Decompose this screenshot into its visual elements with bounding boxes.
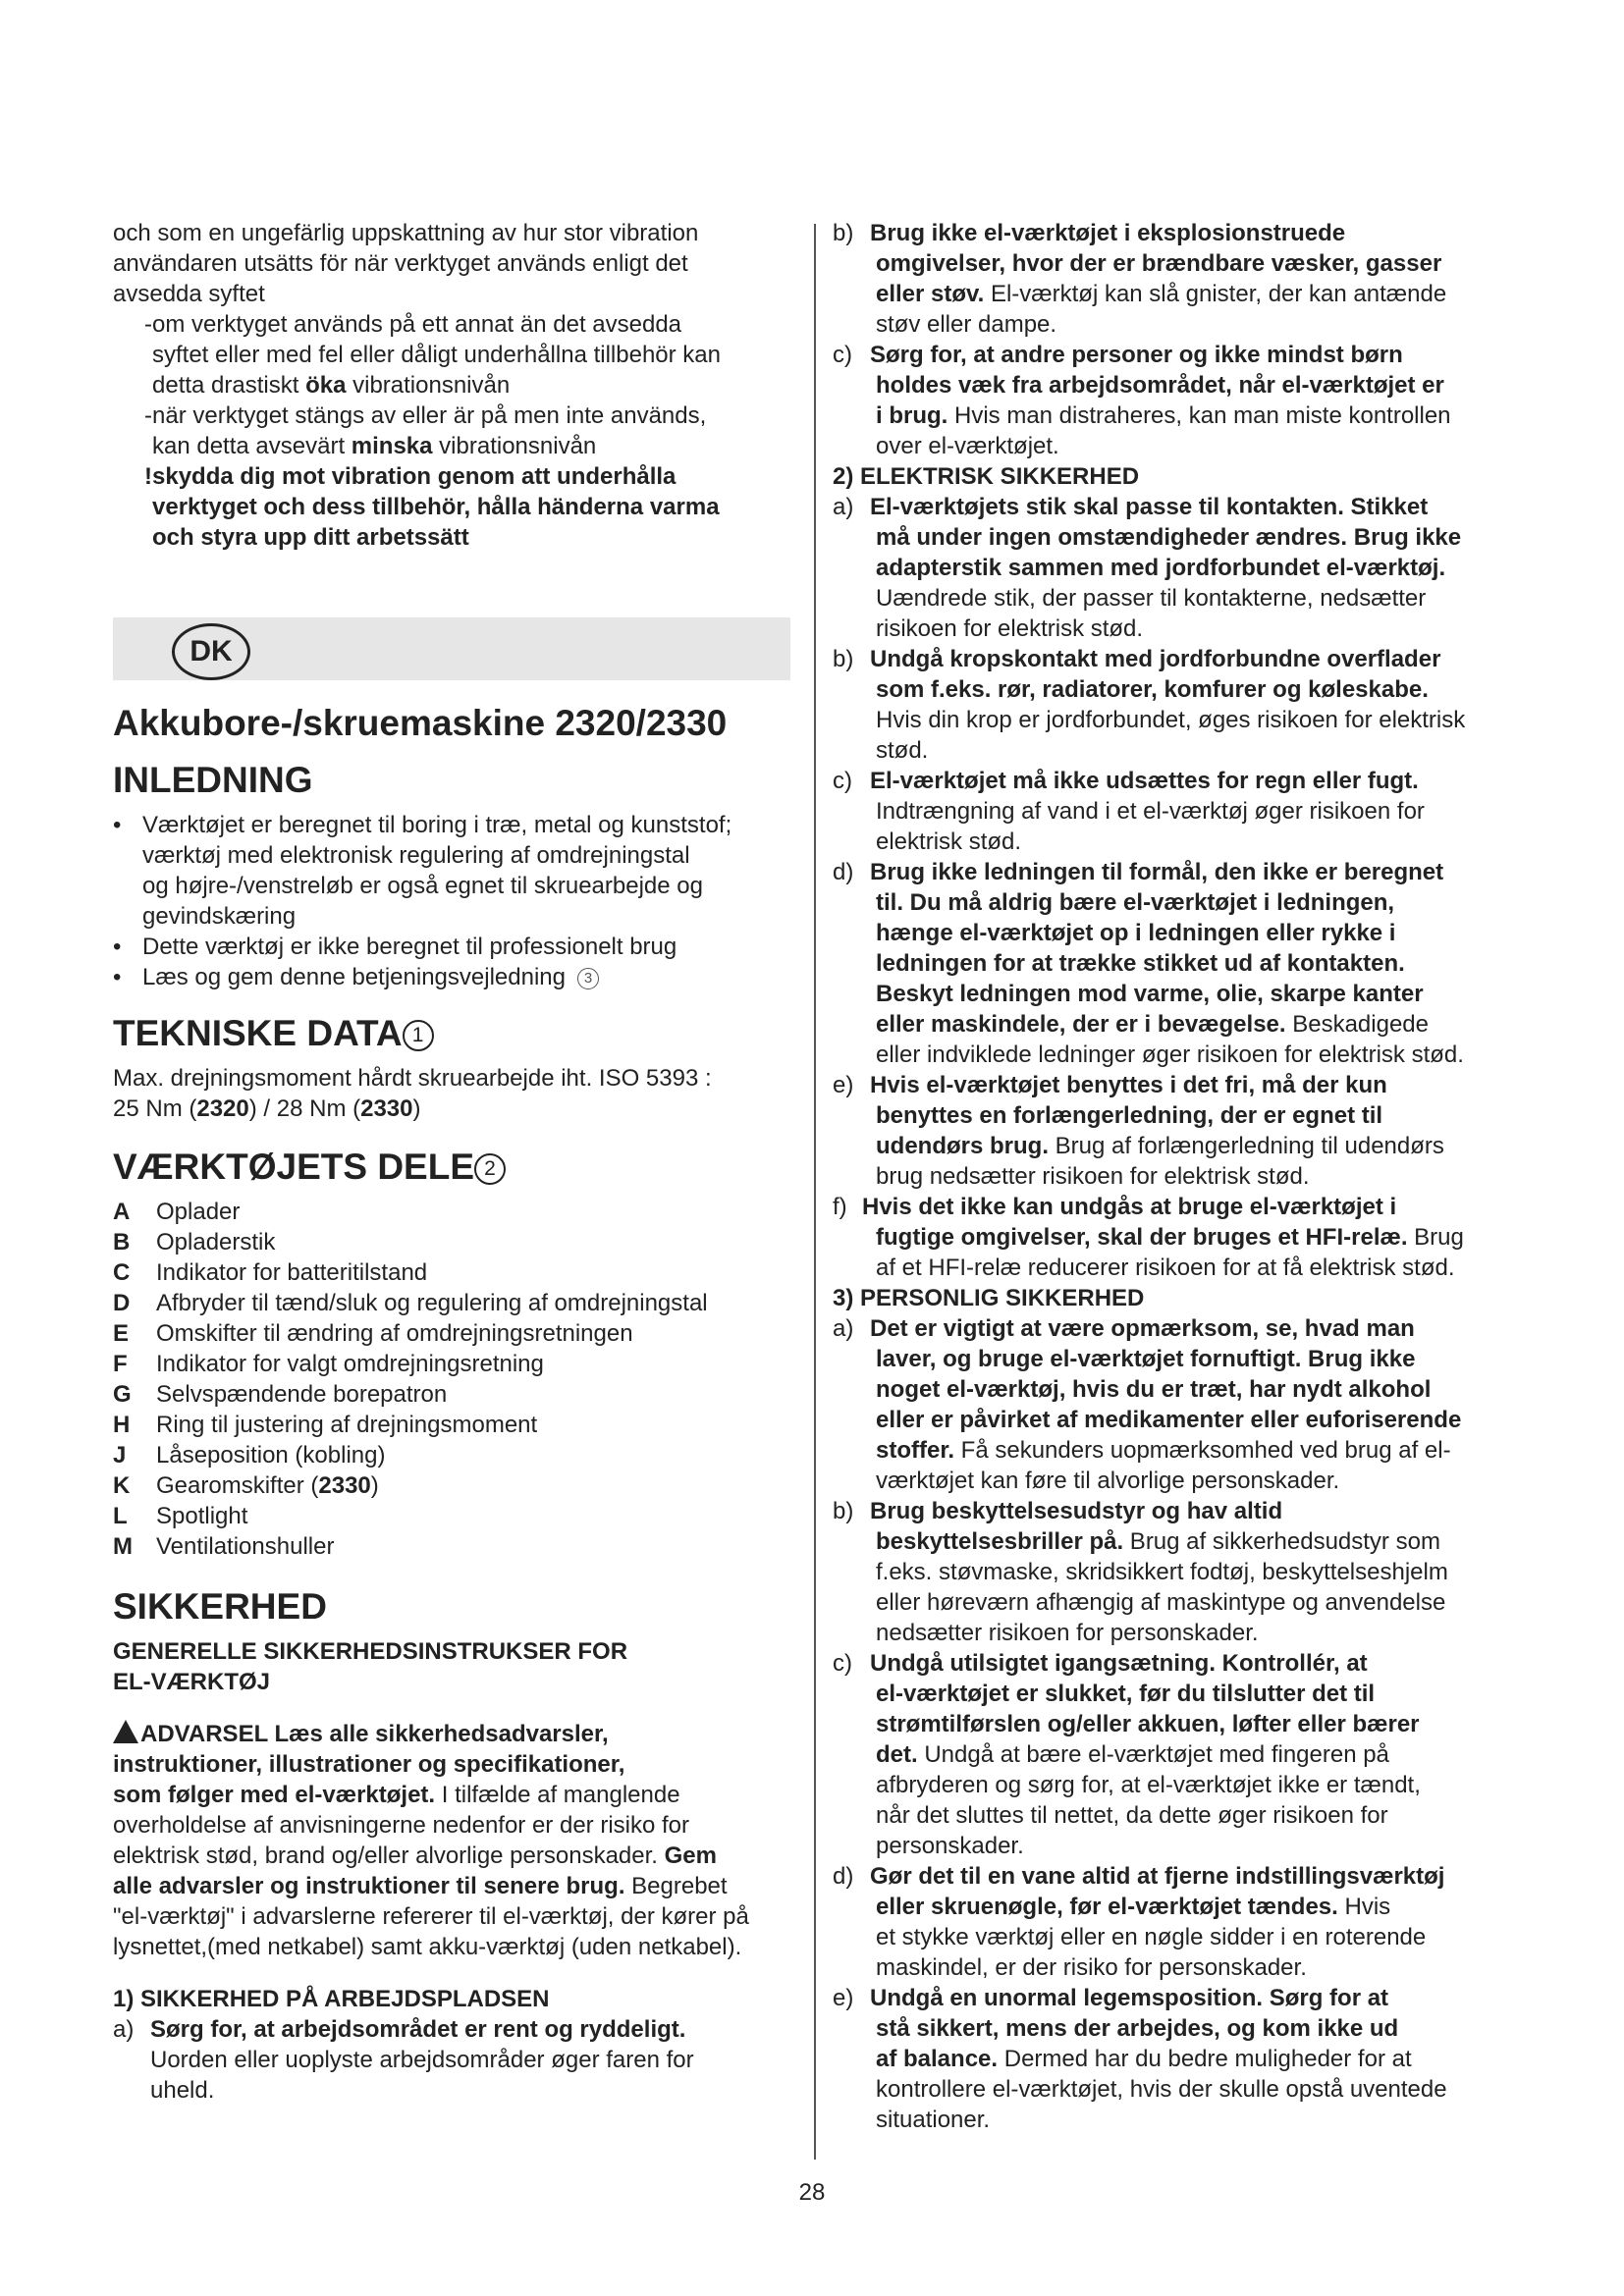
- subheading: 1) SIKKERHED PÅ ARBEJDSPLADSEN: [113, 1986, 550, 2012]
- text-line: "el-værktøj" i advarslerne refererer til el-værktøj, der kører på: [113, 1903, 749, 1930]
- page-number: 28: [798, 2179, 826, 2206]
- text-line: verktyget och dess tillbehör, hålla händerna varma: [152, 494, 720, 520]
- part-item: H Ring til justering af drejningsmoment: [113, 1412, 538, 1438]
- swedish-vibration-text: [113, 218, 790, 553]
- part-item: D Afbryder til tænd/sluk og regulering af omdrejningstal: [113, 1290, 708, 1316]
- text-line: syftet eller med fel eller dåligt underhållna tillbehör kan: [152, 342, 721, 368]
- list-item: b) Brug ikke el-værktøjet i eksplosionstruede omgivelser, hvor der er brændbare væsker, gasser eller støv. El-værktøj kan slå gnister, der kan antænde støv eller dampe.: [833, 220, 1447, 338]
- list-item: f) Hvis det ikke kan undgås at bruge el-værktøjet i fugtige omgivelser, skal der bruges et HFI-relæ. Brug af et HFI-relæ reducerer risikoen for at få elektrisk stød.: [833, 1194, 1464, 1281]
- subheading: 3) PERSONLIG SIKKERHED: [833, 1285, 1145, 1311]
- part-item: C Indikator for batteritilstand: [113, 1259, 428, 1286]
- column-divider: [814, 224, 816, 2160]
- part-item: B Opladerstik: [113, 1229, 276, 1255]
- text-line: -när verktyget stängs av eller är på men inte används,: [144, 402, 707, 429]
- part-item: L Spotlight: [113, 1503, 248, 1529]
- list-item: d) Brug ikke ledningen til formål, den ikke er beregnet til. Du må aldrig bære el-værktøjet i ledningen, hænge el-værktøjet op i ledningen eller rykke i ledningen for at trække stikket ud af kontakten. Beskyt ledningen mod varme, olie, skarpe kanter eller maskindele, der er i bevægelse. Beskadigede eller indviklede ledninger øger risikoen for elektrisk stød.: [833, 859, 1464, 1068]
- page-title: Akkubore-/skruemaskine 2320/2330: [113, 703, 728, 743]
- text-line: -om verktyget används på ett annat än det avsedda: [144, 311, 682, 338]
- list-item: b) Undgå kropskontakt med jordforbundne overflader som f.eks. rør, radiatorer, komfurer og køleskabe. Hvis din krop er jordforbundet, øges risikoen for elektrisk stød.: [833, 646, 1466, 764]
- part-item: K Gearomskifter (2330): [113, 1472, 379, 1499]
- language-banner: [113, 617, 790, 680]
- text-line: och som en ungefärlig uppskattning av hur stor vibration: [113, 220, 699, 246]
- heading-inledning: INLEDNING: [113, 760, 313, 800]
- list-item: • Dette værktøj er ikke beregnet til professionelt brug: [113, 932, 790, 962]
- text-line: avsedda syftet: [113, 281, 265, 307]
- text-line: !skydda dig mot vibration genom att underhålla: [144, 463, 677, 490]
- text-line: 25 Nm (2320) / 28 Nm (2330): [113, 1095, 421, 1122]
- part-item: A Oplader: [113, 1199, 241, 1225]
- text-line: som følger med el-værktøjet. I tilfælde af manglende: [113, 1782, 680, 1808]
- text-line: kan detta avsevärt minska vibrationsnivån: [152, 433, 597, 459]
- figure-ref-2: 2: [474, 1153, 506, 1185]
- text-line: overholdelse af anvisningerne nedenfor er der risiko for: [113, 1812, 690, 1839]
- heading-tekniske-data: TEKNISKE DATA 1: [113, 1012, 790, 1055]
- text-line: Max. drejningsmoment hårdt skruearbejde iht. ISO 5393 :: [113, 1065, 712, 1092]
- list-item: • Værktøjet er beregnet til boring i træ, metal og kunststof; værktøj med elektronisk regulering af omdrejningstal og højre-/venstreløb er også egnet til skruearbejde og gevindskæring: [113, 810, 790, 932]
- text-line: och styra upp ditt arbetssätt: [152, 524, 469, 551]
- warning-block: [113, 1719, 790, 1962]
- left-column: [113, 218, 790, 2106]
- text-line: detta drastiskt öka vibrationsnivån: [152, 372, 511, 399]
- list-item: e) Hvis el-værktøjet benyttes i det fri, må der kun benyttes en forlængerledning, der er egnet til udendørs brug. Brug af forlængerledning til udendørs brug nedsætter risikoen for elektrisk stød.: [833, 1072, 1444, 1190]
- list-item: d) Gør det til en vane altid at fjerne indstillingsværktøj eller skruenøgle, før el-værktøjet tændes. Hvis et stykke værktøj eller en nøgle sidder i en roterende maskindel, er der risiko for personskader.: [833, 1863, 1445, 1981]
- list-item: c) Undgå utilsigtet igangsætning. Kontrollér, at el-værktøjet er slukket, før du tilslutter det til strømtilførslen og/eller akkuen, løfter eller bærer det. Undgå at bære el-værktøjet med fingeren på afbryderen og sørg for, at el-værktøjet ikke er tændt, når det sluttes til nettet, da dette øger risikoen for personskader.: [833, 1650, 1421, 1859]
- warning-triangle-icon: [113, 1720, 138, 1743]
- list-item: a) Det er vigtigt at være opmærksom, se, hvad man laver, og bruge el-værktøjet fornuftigt. Brug ikke noget el-værktøj, hvis du er træt, har nydt alkohol eller er påvirket af medikamenter eller euforiserende stoffer. Få sekunders uopmærksomhed ved brug af el- værktøjet kan føre til alvorlige personskader.: [833, 1315, 1462, 1494]
- text-line: ADVARSEL Læs alle sikkerhedsadvarsler,: [113, 1719, 790, 1749]
- parts-list: [113, 1197, 790, 1562]
- list-item: a) Sørg for, at arbejdsområdet er rent og ryddeligt. Uorden eller uoplyste arbejdsområder øger faren for uheld.: [113, 2016, 694, 2104]
- text-line: användaren utsätts för när verktyget används enligt det: [113, 250, 688, 277]
- heading-vaerktoejets-dele: VÆRKTØJETS DELE 2: [113, 1146, 790, 1189]
- list-item: e) Undgå en unormal legemsposition. Sørg for at stå sikkert, mens der arbejdes, og kom ikke ud af balance. Dermed har du bedre muligheder for at kontrollere el-værktøjet, hvis der skulle opstå uventede situationer.: [833, 1985, 1447, 2133]
- right-column: [833, 218, 1520, 2135]
- list-item: a) El-værktøjets stik skal passe til kontakten. Stikket må under ingen omstændigheder ændres. Brug ikke adapterstik sammen med jordforbundet el-værktøj. Uændrede stik, der passer til kontakterne, nedsætter risikoen for elektrisk stød.: [833, 494, 1462, 642]
- part-item: M Ventilationshuller: [113, 1533, 335, 1560]
- part-item: G Selvspændende borepatron: [113, 1381, 448, 1408]
- list-item: b) Brug beskyttelsesudstyr og hav altid beskyttelsesbriller på. Brug af sikkerhedsudstyr som f.eks. støvmaske, skridsikkert fodtøj, beskyttelseshjelm eller høreværn afhængig af maskintype og anvendelse nedsætter risikoen for personskader.: [833, 1498, 1448, 1646]
- dk-badge: DK: [172, 623, 250, 680]
- heading-sikkerhed: SIKKERHED: [113, 1586, 327, 1627]
- part-item: F Indikator for valgt omdrejningsretning: [113, 1351, 544, 1377]
- text-line: lysnettet,(med netkabel) samt akku-værktøj (uden netkabel).: [113, 1934, 742, 1960]
- part-item: J Låseposition (kobling): [113, 1442, 386, 1468]
- figure-ref-3: 3: [577, 968, 599, 989]
- subheading: 2) ELEKTRISK SIKKERHED: [833, 463, 1140, 490]
- text-line: elektrisk stød, brand og/eller alvorlige personskader. Gem: [113, 1842, 717, 1869]
- text-line: instruktioner, illustrationer og specifikationer,: [113, 1751, 625, 1778]
- list-item: c) Sørg for, at andre personer og ikke mindst børn holdes væk fra arbejdsområdet, når el-værktøjet er i brug. Hvis man distraheres, kan man miste kontrollen over el-værktøjet.: [833, 342, 1451, 459]
- list-item: c) El-værktøjet må ikke udsættes for regn eller fugt. Indtrængning af vand i et el-værktøj øger risikoen for elektrisk stød.: [833, 768, 1425, 855]
- list-item: • Læs og gem denne betjeningsvejledning 3: [113, 962, 790, 992]
- text-line: alle advarsler og instruktioner til senere brug. Begrebet: [113, 1873, 728, 1899]
- subheading: GENERELLE SIKKERHEDSINSTRUKSER FOR: [113, 1638, 628, 1665]
- part-item: E Omskifter til ændring af omdrejningsretningen: [113, 1320, 633, 1347]
- subheading: EL-VÆRKTØJ: [113, 1669, 271, 1695]
- figure-ref-1: 1: [403, 1020, 434, 1051]
